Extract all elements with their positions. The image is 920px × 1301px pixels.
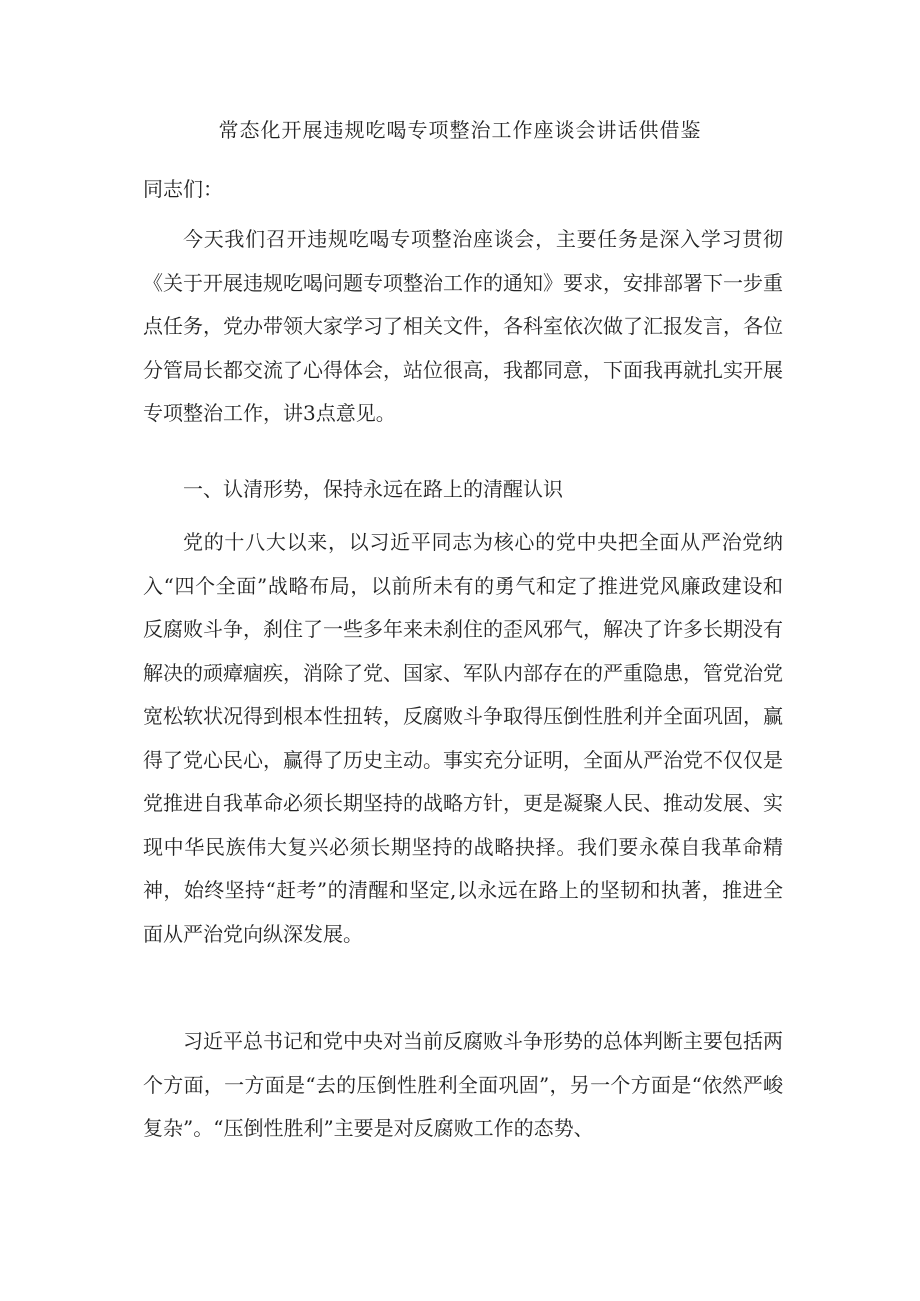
salutation: 同志们：	[143, 177, 223, 201]
section-heading-1: 一、认清形势，保持永远在路上的清醒认识	[183, 477, 563, 501]
paragraph-situation: 党的十八大以来，以习近平同志为核心的党中央把全面从严治党纳入“四个全面”战略布局，以前所未有的勇气和定了推进党风廉政建设和反腐败斗争，刹住了一些多年来未刹住的歪风邪气，解决了许多长期没有解决的顽瘴痼疾，消除了党、国家、军队内部存在的严重隐患，管党治党宽松软状况得到根本性扭转，反腐败斗争取得压倒性胜利并全面巩固，赢得了党心民心，赢得了历史主动。事实充分证明，全面从严治党不仅仅是党推进自我革命必须长期坚持的战略方针，更是凝聚人民、推动发展、实现中华民族伟大复兴必须长期坚持的战略抉择。我们要永葆自我革命精神，始终坚持“赶考”的清醒和坚定,以永远在路上的坚韧和执著，推进全面从严治党向纵深发展。	[143, 530, 783, 946]
paragraph-intro: 今天我们召开违规吃喝专项整治座谈会，主要任务是深入学习贯彻《关于开展违规吃喝问题专项整治工作的通知》要求，安排部署下一步重点任务，党办带领大家学习了相关文件，各科室依次做了汇报发言，各位分管局长都交流了心得体会，站位很高，我都同意，下面我再就扎实开展专项整治工作，讲3点意见。	[143, 227, 783, 425]
paragraph-judgment: 习近平总书记和党中央对当前反腐败斗争形势的总体判断主要包括两个方面，一方面是“去的压倒性胜利全面巩固”，另一个方面是“依然严峻复杂”。“压倒性胜利”主要是对反腐败工作的态势、	[143, 1029, 783, 1140]
document-title: 常态化开展违规吃喝专项整治工作座谈会讲话供借鉴	[218, 118, 702, 142]
